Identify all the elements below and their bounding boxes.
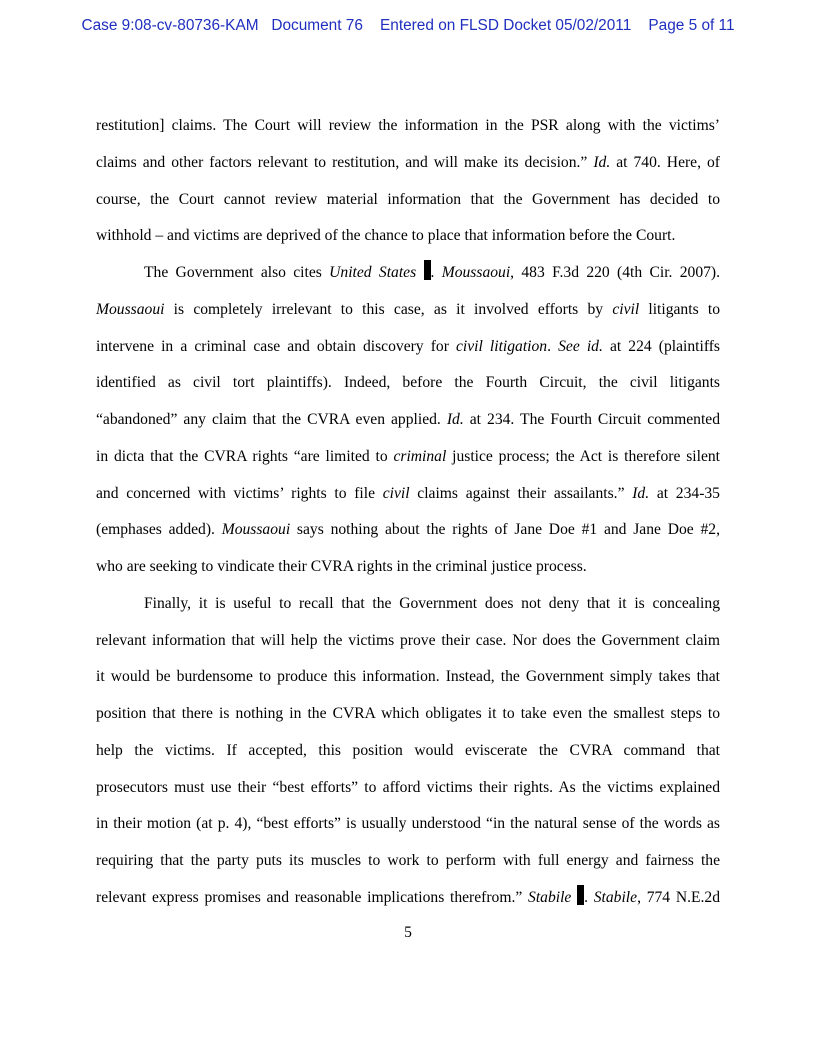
- text-segment: (emphases added).: [96, 521, 222, 539]
- docket-entry: Entered on FLSD Docket 05/02/2011: [380, 17, 632, 34]
- italic-text: Id.: [632, 484, 650, 502]
- redaction-block: [424, 260, 431, 280]
- text-segment: , 483 F.3d 220 (4th Cir. 2007).: [510, 264, 721, 281]
- text-segment: relevant express promises and reasonable implications therefrom.”: [96, 888, 529, 906]
- text-segment: at 234-35: [649, 484, 720, 502]
- text-line: [96, 443, 720, 480]
- text-segment: “abandoned” any claim that the CVRA even applied.: [96, 411, 447, 428]
- text-line: [96, 553, 720, 590]
- italic-text: Stabile: [593, 888, 638, 906]
- text-segment: who are seeking to vindicate their CVRA rights in the criminal justice process.: [96, 558, 587, 575]
- paragraph: [96, 590, 720, 921]
- page-count: Page 5 of 11: [648, 17, 735, 34]
- text-segment: requiring that the party puts its muscles to work to perform with full energy and fairness the: [96, 852, 720, 869]
- italic-text: Id.: [593, 153, 611, 171]
- text-segment: withhold – and victims are deprived of the chance to place that information before the Court.: [96, 227, 676, 245]
- text-segment: intervene in a criminal case and obtain discovery for: [96, 337, 456, 355]
- text-line: [96, 590, 720, 627]
- paragraph: [96, 259, 720, 590]
- text-segment: it would be burdensome to produce this information. Instead, the Government simply takes that: [96, 668, 720, 686]
- text-segment: identified as civil tort plaintiffs). Indeed, before the Fourth Circuit, the civil litigants: [96, 374, 720, 392]
- text-segment: at 234. The Fourth Circuit commented: [463, 411, 721, 428]
- page-number: 5: [404, 924, 412, 941]
- text-segment: help the victims. If accepted, this position would eviscerate the CVRA command that: [96, 741, 720, 759]
- italic-text: See id.: [558, 337, 603, 355]
- text-segment: at 224 (plaintiffs: [602, 337, 721, 355]
- text-line: [96, 406, 720, 443]
- text-segment: claims against their assailants.”: [409, 484, 633, 502]
- text-segment: justice process; the Act is therefore silent: [446, 447, 720, 465]
- text-line: [96, 480, 720, 517]
- text-line: [96, 296, 720, 333]
- text-segment: says nothing about the rights of Jane Doe #1 and Jane Doe #2,: [290, 521, 720, 539]
- text-segment: position that there is nothing in the CVRA which obligates it to take even the smallest steps to: [96, 705, 720, 722]
- text-line: [96, 186, 720, 223]
- italic-text: Id.: [446, 411, 464, 428]
- italic-text: Moussaoui: [441, 264, 511, 281]
- text-line: [96, 774, 720, 811]
- italic-text: Moussaoui: [221, 521, 291, 539]
- case-number: Case 9:08-cv-80736-KAM: [81, 17, 259, 34]
- text-line: [96, 259, 720, 296]
- text-line: [96, 516, 720, 553]
- text-line: [96, 810, 720, 847]
- text-segment: restitution] claims. The Court will review the information in the PSR along with the victims’: [96, 117, 720, 134]
- text-segment: claims and other factors relevant to restitution, and will make its decision.”: [96, 153, 594, 171]
- text-segment: litigants to: [639, 300, 720, 318]
- text-line: [96, 627, 720, 664]
- text-segment: .: [584, 888, 594, 906]
- document-body: [96, 112, 720, 921]
- text-line: [96, 663, 720, 700]
- italic-text: criminal: [393, 447, 447, 465]
- text-line: [96, 112, 720, 149]
- text-segment: .: [430, 264, 442, 281]
- text-segment: .: [547, 337, 559, 355]
- text-line: [96, 369, 720, 406]
- text-segment: is completely irrelevant to this case, as it involved efforts by: [164, 300, 613, 318]
- text-segment: in their motion (at p. 4), “best efforts” is usually understood “in the natural sense of the words as: [96, 815, 720, 833]
- italic-text: civil litigation: [455, 337, 548, 355]
- text-line: [96, 333, 720, 370]
- document-number: Document 76: [271, 17, 363, 34]
- text-segment: at 740. Here, of: [610, 153, 720, 171]
- text-line: [96, 222, 720, 259]
- text-line: [96, 737, 720, 774]
- text-segment: relevant information that will help the victims prove their case. Nor does the Government claim: [96, 631, 720, 649]
- italic-text: United States: [329, 264, 417, 281]
- text-line: [96, 149, 720, 186]
- italic-text: Moussaoui: [96, 300, 165, 318]
- docket-header: [0, 17, 816, 35]
- text-line: [96, 700, 720, 737]
- text-segment: course, the Court cannot review material information that the Government has decided to: [96, 190, 720, 208]
- text-line: [96, 884, 720, 921]
- text-segment: The Government also cites: [144, 264, 330, 281]
- italic-text: civil: [612, 300, 640, 318]
- text-line: [96, 847, 720, 884]
- text-segment: , 774 N.E.2d: [637, 888, 721, 906]
- text-segment: Finally, it is useful to recall that the Government does not deny that it is concealing: [144, 594, 720, 612]
- text-segment: and concerned with victims’ rights to file: [96, 484, 383, 502]
- text-segment: [416, 264, 423, 281]
- paragraph: [96, 112, 720, 259]
- text-segment: prosecutors must use their “best efforts” to afford victims their rights. As the victims explained: [96, 778, 720, 796]
- italic-text: Stabile: [528, 888, 572, 906]
- italic-text: civil: [382, 484, 410, 502]
- text-segment: in dicta that the CVRA rights “are limited to: [96, 447, 394, 465]
